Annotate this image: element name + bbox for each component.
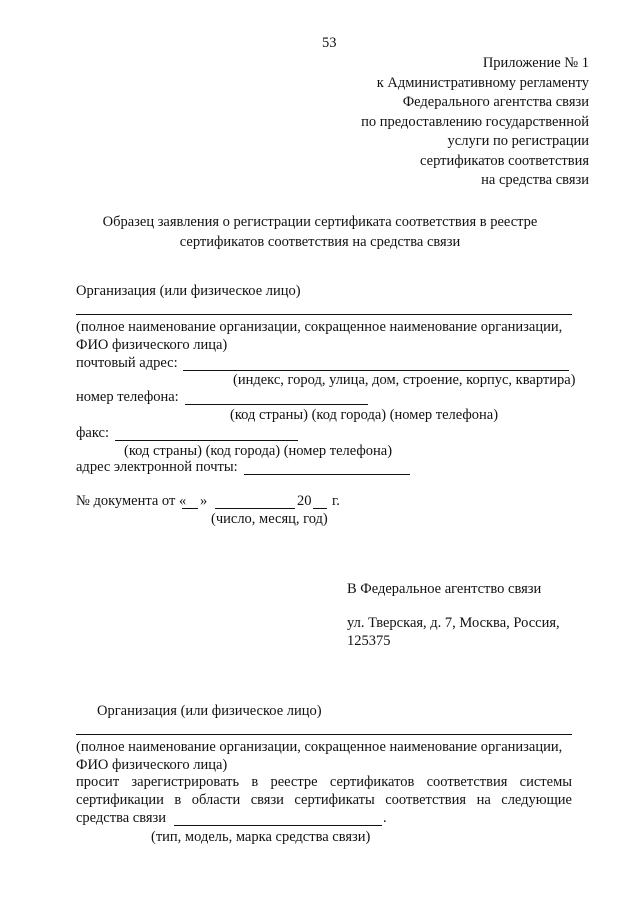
email-label: адрес электронной почты: bbox=[76, 459, 238, 475]
appendix-line: услуги по регистрации bbox=[447, 133, 589, 149]
body-org-hint: ФИО физического лица) bbox=[76, 757, 228, 773]
recipient-name: В Федеральное агентство связи bbox=[347, 581, 542, 597]
fax-hint: (код страны) (код города) (номер телефона) bbox=[124, 443, 393, 459]
document-year-suffix: г. bbox=[332, 493, 340, 509]
postal-address-hint: (индекс, город, улица, дом, строение, корпус, квартира) bbox=[233, 372, 576, 388]
appendix-line: Приложение № 1 bbox=[482, 55, 589, 71]
recipient-address: ул. Тверская, д. 7, Москва, Россия, bbox=[347, 615, 560, 631]
appendix-block bbox=[289, 54, 589, 191]
appendix-line: к Административному регламенту bbox=[376, 74, 589, 91]
page-number: 53 bbox=[322, 35, 337, 51]
request-line: просит зарегистрировать в реестре сертификатов соответствия системы bbox=[76, 774, 572, 790]
document-number-label: № документа от « bbox=[76, 493, 187, 509]
body-org-label: Организация (или физическое лицо) bbox=[97, 703, 322, 719]
postal-address-label: почтовый адрес: bbox=[76, 355, 178, 371]
request-line: средства связи bbox=[76, 810, 167, 826]
phone-field[interactable] bbox=[185, 404, 368, 405]
sender-org-field[interactable] bbox=[76, 314, 572, 315]
sender-org-hint: (полное наименование организации, сокращенное наименование организации, bbox=[76, 319, 563, 335]
device-hint: (тип, модель, марка средства связи) bbox=[151, 829, 371, 845]
document-date-hint: (число, месяц, год) bbox=[211, 511, 328, 527]
appendix-line: сертификатов соответствия bbox=[420, 152, 589, 169]
document-year-field[interactable] bbox=[313, 508, 327, 509]
document-quote-close: » bbox=[200, 493, 208, 509]
sender-org-label: Организация (или физическое лицо) bbox=[76, 283, 301, 299]
appendix-line: по предоставлению государственной bbox=[361, 113, 589, 130]
request-end: . bbox=[383, 810, 387, 826]
email-field[interactable] bbox=[244, 474, 410, 475]
title-line: Образец заявления о регистрации сертификата соответствия в реестре bbox=[102, 214, 538, 230]
body-org-field[interactable] bbox=[76, 734, 572, 735]
phone-label: номер телефона: bbox=[76, 389, 179, 405]
document-year-prefix: 20 bbox=[297, 493, 312, 509]
title-line: сертификатов соответствия на средства связи bbox=[179, 234, 461, 250]
document-title bbox=[60, 212, 580, 252]
phone-hint: (код страны) (код города) (номер телефона) bbox=[230, 407, 499, 423]
device-field[interactable] bbox=[174, 825, 382, 826]
appendix-line: Федерального агентства связи bbox=[402, 94, 589, 110]
request-line: сертификации в области связи сертификаты соответствия на следующие bbox=[76, 792, 572, 808]
fax-label: факс: bbox=[76, 425, 109, 441]
document-day-field[interactable] bbox=[182, 508, 198, 509]
sender-org-hint: ФИО физического лица) bbox=[76, 337, 228, 353]
recipient-postcode: 125375 bbox=[347, 633, 391, 649]
document-month-field[interactable] bbox=[215, 508, 295, 509]
appendix-line: на средства связи bbox=[481, 172, 589, 188]
body-org-hint: (полное наименование организации, сокращенное наименование организации, bbox=[76, 739, 563, 755]
fax-field[interactable] bbox=[115, 440, 298, 441]
